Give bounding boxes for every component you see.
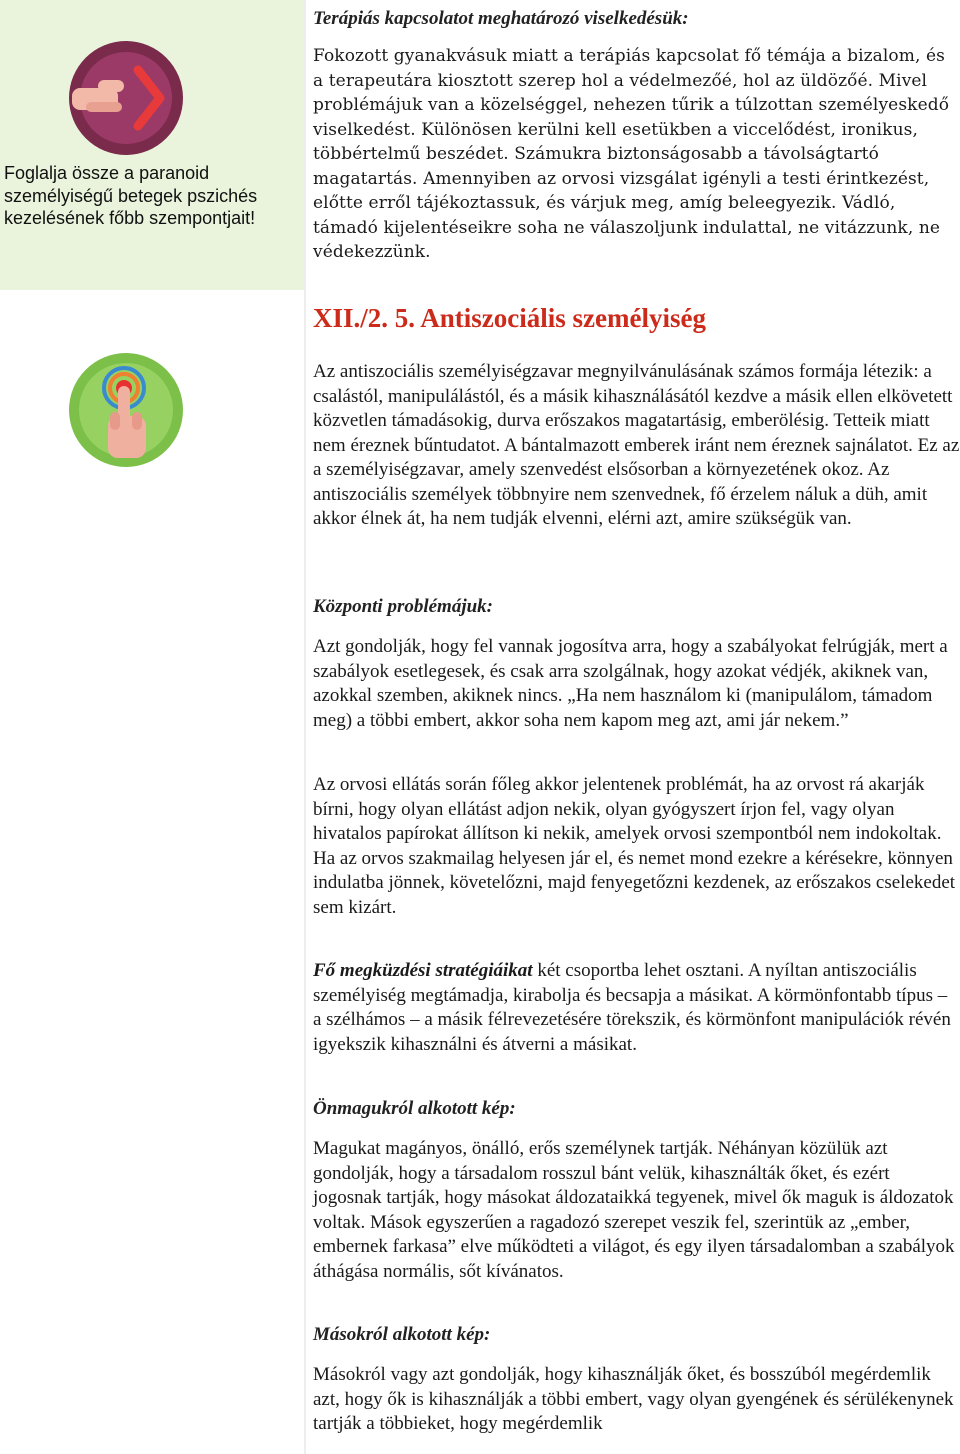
paranoid-relationship-heading: Terápiás kapcsolatot meghatározó viselkedésük: <box>313 8 689 29</box>
section-title: XII./2. 5. Antiszociális személyiség <box>313 303 706 333</box>
medical-care-text: Az orvosi ellátás során főleg akkor jelentenek problémát, ha az orvost rá akarják bírni, hogy olyan ellátást adjon nekik, olyan gyógyszert írjon fel, vagy olyan hivatalos papírokat állítson ki nekik, amelyek orvosi szempontból nem indokoltak. Ha az orvos szakmailag helyesen jár el, és nemet mond ezekre a kérésekre, könnyen indulatba jönnek, követelőzni, majd fenyegetőzni kezdenek, az erőszakos cselekedet sem kizárt. <box>313 774 956 918</box>
coping-strategy-heading: Fő megküzdési stratégiáikat <box>313 960 533 981</box>
paranoid-relationship-text: Fokozott gyanakvásuk miatt a terápiás kapcsolat fő témája a bizalom, és a terapeutára kiosztott szerep hol a védelmezőé, hol az üldözőé. Mivel problémájuk van a közelséggel, nehezen tűrik a túlzottan személyeskedő viselkedést. Különösen kerülni kell esetükben a viccelődést, ironikus, többértelmű beszédet. Számukra biztonságosabb a távolságtartó magatartás. Amennyiben az orvosi vizsgálat igényli a testi érintkezést, előtte erről tájékoztassuk, és várjuk meg, amíg beleegyezik. Vádló, támadó kijelentéseikre soha ne válaszoljunk indulattal, ne vitázzunk, ne védekezzünk. <box>313 46 950 262</box>
finger-press-icon <box>68 352 184 468</box>
central-problem-text: Azt gondolják, hogy fel vannak jogosítva arra, hogy a szabályokat felrúgják, mert a szabályok esetlegesek, és csak arra szolgálnak, hogy azokat védjék, akiknek van, azokkal szemben, akiknek nincs. „Ha nem használom ki (manipulálom, támadom meg) a többi embert, akkor soha nem kapom meg azt, ami jár nekem.” <box>313 636 948 731</box>
sidebar-question: Foglalja össze a paranoid személyiségű betegek pszichés kezelésének főbb szempontjait! <box>4 163 258 228</box>
sidebar-divider <box>304 0 306 1454</box>
others-image-heading: Másokról alkotott kép: <box>313 1324 491 1345</box>
self-image-text: Magukat magányos, önálló, erős személynek tartják. Néhányan közülük azt gondolják, hogy a társadalom rosszul bánt velük, kihasználták őket, és ezért jogosnak tartják, hogy másokat áldozataikká tegyenek, mivel ők maguk is áldozatok voltak. Mások egyszerűen a ragadozó szerepet veszik fel, szerintük az „ember, embernek farkasa” elve működteti a világot, és egy ilyen társadalomban a szabályok áthágása normális, sőt kívánatos. <box>313 1138 955 1282</box>
central-problem-heading: Központi problémájuk: <box>313 596 493 617</box>
coping-strategy-text: két csoportba lehet osztani. A nyíltan antiszociális személyiség megtámadja, kirabolja és becsapja a másikat. A körmönfontabb típus – a szélhámos – a másik félrevezetésére törekszik, és körmönfont manipulációk révén igyekszik kihasználni és átverni a másikat. <box>313 960 951 1055</box>
self-image-heading: Önmagukról alkotott kép: <box>313 1098 516 1119</box>
others-image-text: Másokról vagy azt gondolják, hogy kihasználják őket, és bosszúból megérdemlik azt, hogy ők is kihasználják a többi embert, vagy olyan gyengének és sérülékenynek tartják a többieket, hogy megérdemlik <box>313 1364 954 1434</box>
coping-strategy-paragraph <box>313 959 960 1057</box>
arrow-hand-icon <box>68 40 184 156</box>
antisocial-intro: Az antiszociális személyiségzavar megnyilvánulásának számos formája létezik: a csalástól, manipulálástól, és a másik kihasználásától kezdve a másik ellen elkövetett közvetlen támadásokig, durva erőszakos magatartásig, emberölésig. Tetteik miatt nem éreznek bűntudatot. A bántalmazott emberek iránt nem éreznek sajnálatot. Ez az a személyiségzavar, amely szenvedést elsősorban a környezetének okoz. Az antiszociális személyek többnyire nem szenvednek, fő érzelem náluk a düh, amit akkor élnek át, ha nem tudják elvenni, elérni azt, amire szükségük van. <box>313 361 960 529</box>
